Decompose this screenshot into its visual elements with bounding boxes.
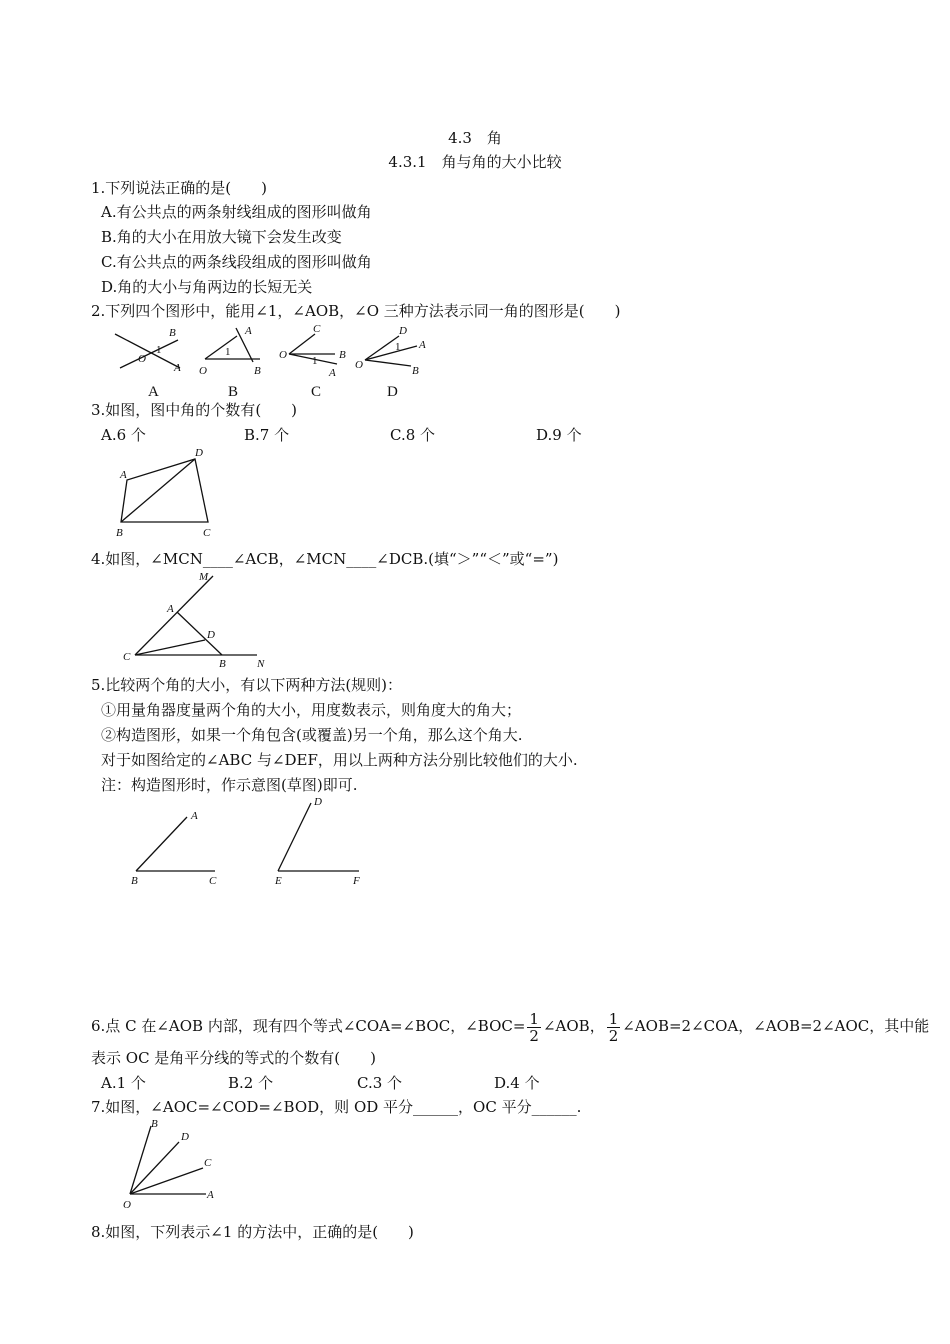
segment-ab [177,612,222,655]
q5-label-f: F [353,875,360,887]
question-1-option-c: C.有公共点的两条线段组成的图形叫做角 [101,253,372,271]
figure-c-label-1: 1 [312,355,318,367]
q5-label-d: D [314,796,322,808]
question-3-option-c: C.8 个 [390,426,436,444]
question-2-figure-c [275,322,360,402]
question-7-stem: 7.如图，∠AOC=∠COD=∠BOD，则 OD 平分______，OC 平分______. [91,1098,582,1116]
q3-label-a: A [120,469,127,481]
figure-a-caption: A [148,384,159,400]
segment-cd [135,640,205,655]
q3-label-b: B [116,527,123,539]
question-3-option-a: A.6 个 [101,426,146,444]
fraction-numerator: 1 [529,1009,539,1028]
fraction-one-half-2 [607,1011,621,1044]
page-title: 4.3 角 [448,129,502,147]
figure-d-caption: D [387,384,398,400]
question-6-option-b: B.2 个 [228,1074,274,1092]
question-3-figure [110,444,230,544]
question-4-figure [115,568,275,670]
q4-label-d: D [207,629,215,641]
question-5-note: 注：构造图形时，作示意图(草图)即可. [101,776,358,794]
question-6-text-part-2: ∠AOB， [542,1017,605,1035]
figure-c-label-c: C [313,323,321,335]
question-3-option-b: B.7 个 [244,426,290,444]
q5-label-a: A [191,810,198,822]
figure-c-caption: C [311,384,322,400]
figure-b-label-o: O [199,365,207,377]
figure-d-ray-od [365,336,399,360]
figure-a-label-b: B [169,327,176,339]
q3-label-d: D [195,447,203,459]
q7-label-d: D [181,1131,189,1143]
ray-ed [278,803,311,871]
question-5-instruction: 对于如图给定的∠ABC 与∠DEF，用以上两种方法分别比较他们的大小. [101,751,578,769]
question-6-option-a: A.1 个 [101,1074,146,1092]
question-5-method-2: ②构造图形，如果一个角包含(或覆盖)另一个角，那么这个角大. [101,726,523,744]
fraction-denominator-2: 2 [608,1026,619,1045]
q7-label-a: A [207,1189,214,1201]
q5-label-e: E [275,875,282,887]
fraction-denominator: 2 [529,1026,539,1045]
figure-b-label-a: A [245,325,252,337]
question-3-stem: 3.如图，图中角的个数有( ) [91,401,298,419]
q7-label-c: C [204,1157,212,1169]
q4-label-b: B [219,658,226,670]
question-5-method-1: ①用量角器度量两个角的大小，用度数表示，则角度大的角大； [101,701,522,719]
question-1-stem: 1.下列说法正确的是( ) [91,179,268,197]
figure-d-label-1: 1 [395,341,401,353]
figure-a-label-a: A [174,362,181,374]
figure-d-label-d: D [399,325,407,337]
question-1-option-b: B.角的大小在用放大镜下会发生改变 [101,228,342,246]
figure-a-label-1: 1 [156,344,162,356]
question-2-figure-d [355,322,440,402]
question-5-stem: 5.比较两个角的大小，有以下两种方法(规则)： [91,676,403,694]
q4-label-n: N [257,658,265,670]
q4-label-c: C [123,651,131,663]
question-1-option-d: D.角的大小与角两边的长短无关 [101,278,313,296]
figure-d-ray-ob [365,360,411,366]
question-6-text-part-1: 6.点 C 在∠AOB 内部，现有四个等式∠COA=∠BOC，∠BOC= [91,1017,526,1035]
question-4-stem: 4.如图，∠MCN____∠ACB，∠MCN____∠DCB.(填“＞”“＜”或“=”) [91,550,559,568]
figure-d-label-b: B [412,365,419,377]
fraction-numerator-2: 1 [608,1009,619,1028]
question-7-figure [115,1116,235,1216]
figure-c-label-o: O [279,349,287,361]
figure-a-label-o: O [138,353,146,365]
question-2-stem: 2.下列四个图形中，能用∠1，∠AOB，∠O 三种方法表示同一角的图形是( ) [91,302,621,320]
q3-label-c: C [203,527,211,539]
q5-label-b: B [131,875,138,887]
question-6-line-2: 表示 OC 是角平分线的等式的个数有( ) [91,1049,377,1067]
figure-b-caption: B [228,384,239,400]
figure-d-ray-oa [365,346,417,360]
ray-ba [136,817,187,871]
figure-b-label-1: 1 [225,346,231,358]
question-2-figure-b [195,322,275,402]
q7-label-o: O [123,1199,131,1211]
question-6-text-part-3: ∠AOB=2∠COA，∠AOB=2∠AOC，其中能 [622,1017,930,1035]
q7-label-b: B [151,1118,158,1130]
question-8-stem: 8.如图，下列表示∠1 的方法中，正确的是( ) [91,1223,414,1241]
question-6-option-c: C.3 个 [357,1074,403,1092]
figure-d-label-o: O [355,359,363,371]
quadrilateral-abcd [121,459,208,522]
diagonal-bd [121,459,195,522]
question-2-figure-a [110,322,195,402]
figure-d-label-a: A [419,339,426,351]
q4-label-m: M [199,571,209,583]
figure-a-line-2 [120,340,178,368]
figure-c-ray-oc [289,334,315,354]
section-subtitle: 4.3.1 角与角的大小比较 [388,153,562,171]
question-6-option-d: D.4 个 [494,1074,540,1092]
question-3-option-d: D.9 个 [536,426,582,444]
q5-label-c: C [209,875,217,887]
fraction-one-half [527,1011,541,1044]
figure-a-line-1 [115,334,180,368]
q4-label-a: A [167,603,174,615]
question-5-figure [125,795,385,895]
question-1-option-a: A.有公共点的两条射线组成的图形叫做角 [101,203,372,221]
ray-oc [130,1168,203,1194]
figure-c-label-a: A [329,367,336,379]
figure-b-label-b: B [254,365,261,377]
question-6-stem [91,1006,929,1046]
ray-cm [135,576,213,655]
figure-c-label-b: B [339,349,346,361]
figure-b-oblique-line [205,336,237,359]
